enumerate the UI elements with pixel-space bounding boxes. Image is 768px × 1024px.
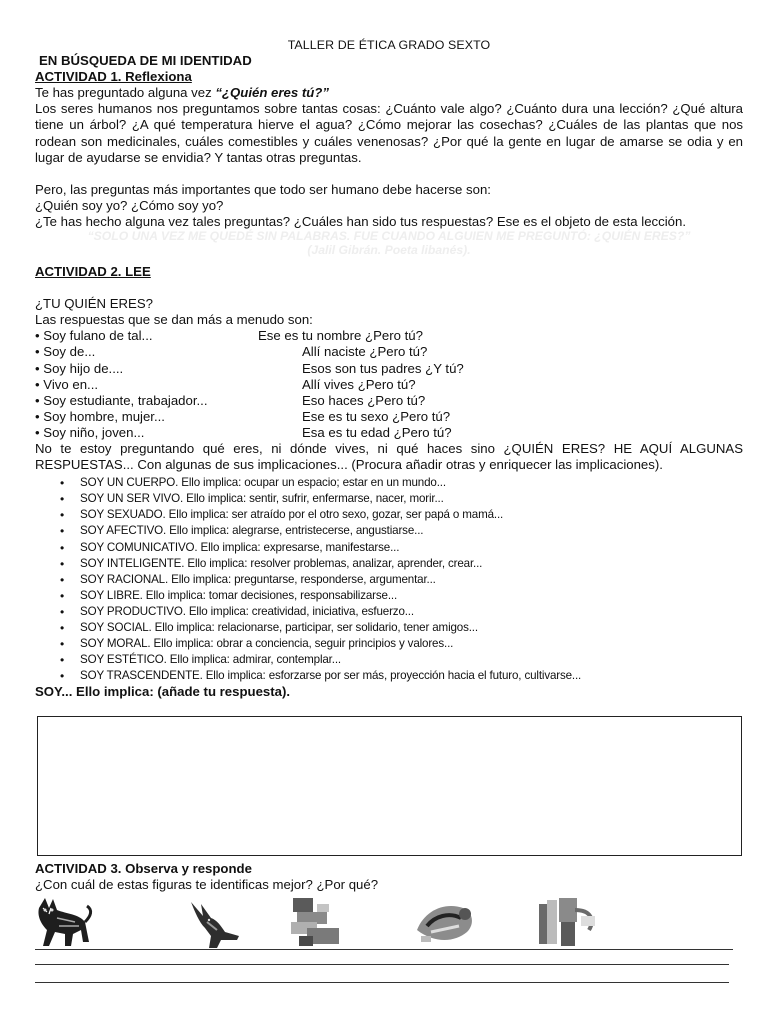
answer-right: Esa es tu edad ¿Pero tú? bbox=[302, 424, 452, 440]
implication-item: • SOY COMUNICATIVO. Ello implica: expresarse, manifestarse... bbox=[80, 540, 743, 556]
answers-list bbox=[35, 328, 743, 441]
answer-left: • Soy de... bbox=[35, 344, 96, 360]
implications-list bbox=[35, 475, 743, 684]
implication-item: • SOY INTELIGENTE. Ello implica: resolver problemas, analizar, aprender, crear... bbox=[80, 556, 743, 572]
answer-right: Ese es tu nombre ¿Pero tú? bbox=[258, 328, 423, 344]
answer-box[interactable] bbox=[37, 716, 742, 856]
gibran-quote: “SOLO UNA VEZ ME QUEDÉ SIN PALABRAS. FUE CUANDO ALGUIEN ME PREGUNTÓ: ¿QUIÉN ERES?” bbox=[87, 229, 691, 244]
document-title: TALLER DE ÉTICA GRADO SEXTO bbox=[287, 38, 491, 52]
answer-right: Eso haces ¿Pero tú? bbox=[302, 392, 426, 408]
answer-row bbox=[35, 377, 743, 393]
answer-left: • Soy hombre, mujer... bbox=[35, 408, 165, 424]
implication-item: • SOY RACIONAL. Ello implica: preguntarse, responderse, argumentar... bbox=[80, 572, 743, 588]
answer-row bbox=[35, 328, 743, 344]
activity1-paragraph: Los seres humanos nos preguntamos sobre tantas cosas: ¿Cuánto vale algo? ¿Cuánto dura una lección? ¿Qué altura tiene un árbol? ¿A qué temperatura hierve el agua? ¿Cómo mejorar las cosechas? ¿Cuáles de las plantas que nos rodean son medicinales, cuáles comestibles y cuáles venenosas? ¿Por qué la gente en lugar de amarse se odia y en lugar de ayudarse se envidia? Y tantas otras preguntas. bbox=[35, 101, 743, 165]
answer-right: Esos son tus padres ¿Y tú? bbox=[302, 360, 464, 376]
implication-item: • SOY ESTÉTICO. Ello implica: admirar, contemplar... bbox=[80, 652, 743, 668]
bird-figure bbox=[287, 896, 343, 948]
activity2-heading: ACTIVIDAD 2. LEE bbox=[35, 264, 151, 280]
cat-figure bbox=[35, 896, 93, 948]
answer-line[interactable] bbox=[35, 949, 733, 950]
answer-row bbox=[35, 409, 743, 425]
implication-item: • SOY UN CUERPO. Ello implica: ocupar un espacio; estar en un mundo... bbox=[80, 475, 743, 491]
answer-line[interactable] bbox=[35, 982, 729, 983]
document-subtitle: EN BÚSQUEDA DE MI IDENTIDAD bbox=[39, 53, 252, 69]
gibran-attribution: (Jalil Gibrán. Poeta libanés). bbox=[307, 242, 471, 257]
donkey-figure bbox=[187, 896, 243, 948]
implication-item: • SOY SEXUADO. Ello implica: ser atraído por el otro sexo, gozar, ser papá o mamá... bbox=[80, 507, 743, 523]
answer-row bbox=[35, 393, 743, 409]
answer-right: Allí naciste ¿Pero tú? bbox=[302, 344, 428, 360]
activity2-question: ¿TU QUIÉN ERES? bbox=[35, 296, 153, 312]
activity1-line: Pero, las preguntas más importantes que todo ser humano debe hacerse son: bbox=[35, 181, 491, 197]
activity1-intro bbox=[35, 85, 743, 101]
answer-row bbox=[35, 425, 743, 441]
activity1-line: ¿Te has hecho alguna vez tales preguntas? ¿Cuáles han sido tus respuestas? Ese es el objeto de esta lección. bbox=[35, 213, 686, 229]
answer-right: Ese es tu sexo ¿Pero tú? bbox=[302, 408, 451, 424]
answer-prompt: SOY... Ello implica: (añade tu respuesta). bbox=[35, 684, 291, 700]
answer-line[interactable] bbox=[35, 964, 729, 965]
figures-row bbox=[35, 896, 735, 948]
intro-question: “¿Quién eres tú?” bbox=[215, 85, 329, 101]
implication-item: • SOY AFECTIVO. Ello implica: alegrarse, entristecerse, angustiarse... bbox=[80, 523, 743, 539]
answer-row bbox=[35, 361, 743, 377]
answer-row bbox=[35, 344, 743, 360]
worksheet-page bbox=[35, 37, 743, 700]
answer-left: • Vivo en... bbox=[35, 376, 99, 392]
activity1-heading: ACTIVIDAD 1. Reflexiona bbox=[35, 69, 192, 85]
implication-item: • SOY TRASCENDENTE. Ello implica: esforzarse por ser más, proyección hacia el futuro, cultivarse... bbox=[80, 668, 743, 684]
turtle-figure bbox=[415, 896, 477, 948]
activity2-closing: No te estoy preguntando qué eres, ni dónde vives, ni qué haces sino ¿QUIÉN ERES? HE AQUÍ ALGUNAS RESPUESTAS... Con algunas de sus implicaciones... (Procura añadir otras y enriquecer las implicaciones). bbox=[35, 440, 743, 473]
activity3-heading: ACTIVIDAD 3. Observa y responde bbox=[35, 861, 252, 876]
implication-item: • SOY SOCIAL. Ello implica: relacionarse, participar, ser solidario, tener amigos... bbox=[80, 620, 743, 636]
implication-item: • SOY PRODUCTIVO. Ello implica: creatividad, iniciativa, esfuerzo... bbox=[80, 604, 743, 620]
answer-left: • Soy hijo de.... bbox=[35, 360, 124, 376]
person-figure bbox=[535, 896, 601, 948]
answer-right: Allí vives ¿Pero tú? bbox=[302, 376, 416, 392]
activity1-line: ¿Quién soy yo? ¿Cómo soy yo? bbox=[35, 197, 224, 213]
answer-left: • Soy niño, joven... bbox=[35, 424, 145, 440]
intro-prefix: Te has preguntado alguna vez bbox=[35, 85, 216, 101]
activity2-lead: Las respuestas que se dan más a menudo son: bbox=[35, 312, 313, 328]
implication-item: • SOY MORAL. Ello implica: obrar a conciencia, seguir principios y valores... bbox=[80, 636, 743, 652]
answer-left: • Soy estudiante, trabajador... bbox=[35, 392, 208, 408]
implication-item: • SOY UN SER VIVO. Ello implica: sentir, sufrir, enfermarse, nacer, morir... bbox=[80, 491, 743, 507]
activity3-question: ¿Con cuál de estas figuras te identificas mejor? ¿Por qué? bbox=[35, 877, 379, 893]
answer-left: • Soy fulano de tal... bbox=[35, 328, 153, 344]
activity3 bbox=[35, 861, 378, 893]
implication-item: • SOY LIBRE. Ello implica: tomar decisiones, responsabilizarse... bbox=[80, 588, 743, 604]
